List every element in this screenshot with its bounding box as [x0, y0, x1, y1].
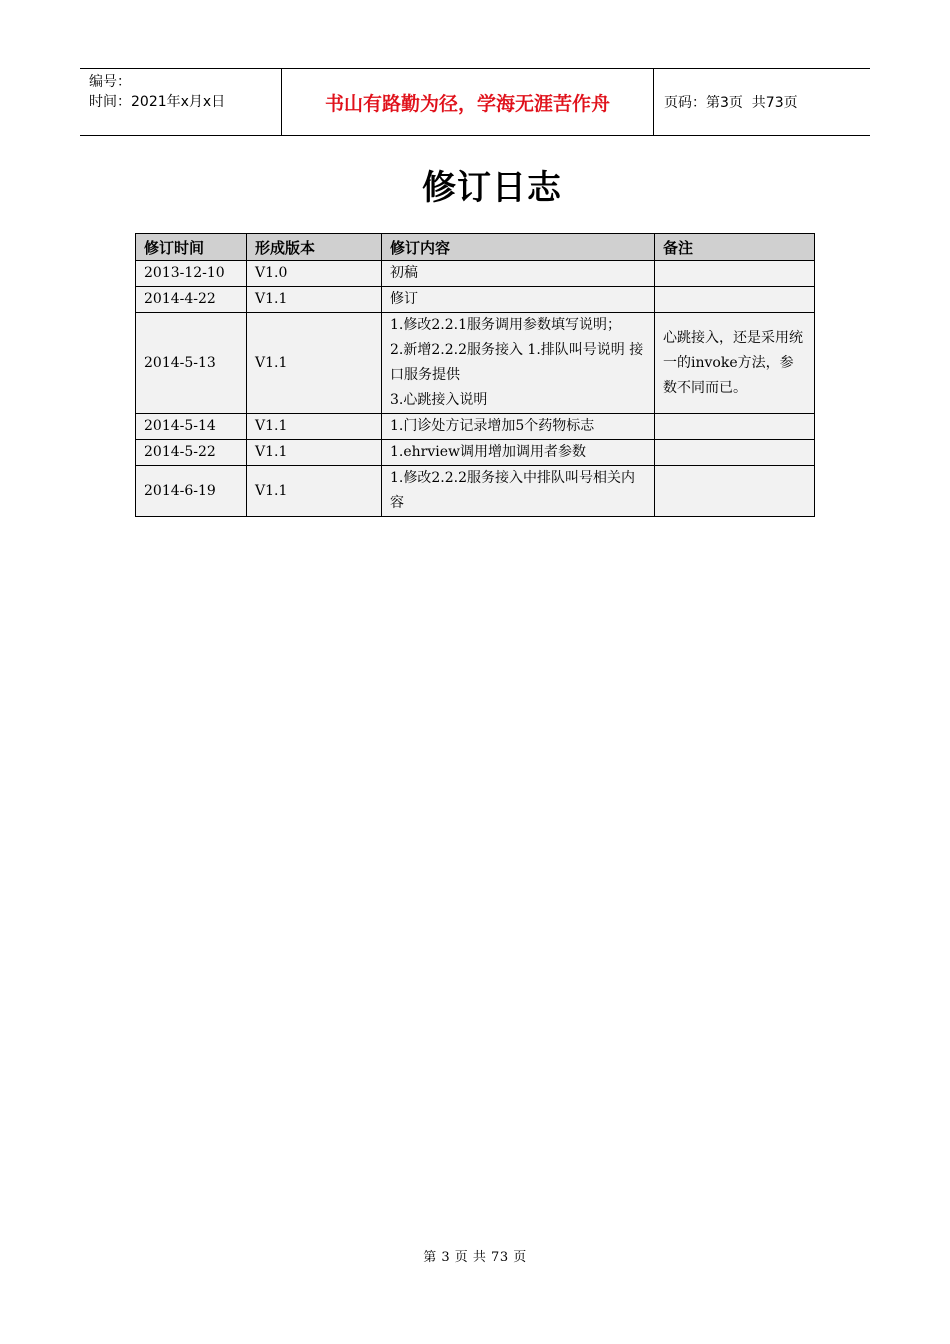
revision-version: V1.1	[247, 414, 382, 440]
document-time-label: 时间：2021年x月x日	[89, 94, 226, 110]
table-row	[136, 440, 815, 466]
table-row	[136, 414, 815, 440]
revision-content-line: 2.新增2.2.2服务接入 1.排队叫号说明 接口服务提供	[390, 342, 644, 383]
column-header-content: 修订内容	[382, 234, 655, 261]
table-row	[136, 466, 815, 517]
page-footer	[0, 1246, 950, 1265]
revision-content: 1.修改2.2.2服务接入中排队叫号相关内容	[382, 466, 655, 517]
revision-date: 2014-4-22	[136, 287, 247, 313]
revision-note	[655, 287, 815, 313]
revision-log-table	[135, 233, 815, 517]
header-motto: 书山有路勤为径，学海无涯苦作舟	[281, 69, 654, 135]
column-header-date: 修订时间	[136, 234, 247, 261]
table-row	[136, 287, 815, 313]
footer-page-number: 第 3 页 共 73 页	[423, 1250, 527, 1265]
revision-date: 2014-5-13	[136, 313, 247, 414]
revision-content	[382, 313, 655, 414]
table-row	[136, 313, 815, 414]
column-header-note: 备注	[655, 234, 815, 261]
header-meta	[80, 69, 281, 135]
revision-note	[655, 414, 815, 440]
revision-content: 初稿	[382, 261, 655, 287]
revision-version: V1.0	[247, 261, 382, 287]
revision-note	[655, 466, 815, 517]
revision-date: 2014-6-19	[136, 466, 247, 517]
revision-content: 1.ehrview调用增加调用者参数	[382, 440, 655, 466]
document-number-label: 编号：	[89, 74, 131, 90]
header-page-info	[654, 69, 870, 135]
revision-content-line: 1.修改2.2.1服务调用参数填写说明；	[390, 317, 621, 333]
revision-version: V1.1	[247, 313, 382, 414]
revision-note	[655, 261, 815, 287]
column-header-version: 形成版本	[247, 234, 382, 261]
revision-version: V1.1	[247, 466, 382, 517]
revision-note	[655, 440, 815, 466]
revision-content: 修订	[382, 287, 655, 313]
revision-version: V1.1	[247, 287, 382, 313]
revision-note: 心跳接入，还是采用统一的invoke方法，参数不同而已。	[655, 313, 815, 414]
page-header	[80, 68, 870, 136]
table-row	[136, 261, 815, 287]
revision-date: 2013-12-10	[136, 261, 247, 287]
header-page-info-text: 页码：第3页 共73页	[664, 95, 798, 111]
revision-version: V1.1	[247, 440, 382, 466]
page-title: 修订日志	[422, 168, 562, 208]
revision-date: 2014-5-22	[136, 440, 247, 466]
revision-date: 2014-5-14	[136, 414, 247, 440]
revision-content-line: 3.心跳接入说明	[390, 392, 488, 408]
revision-content: 1.门诊处方记录增加5个药物标志	[382, 414, 655, 440]
table-header-row	[136, 234, 815, 261]
